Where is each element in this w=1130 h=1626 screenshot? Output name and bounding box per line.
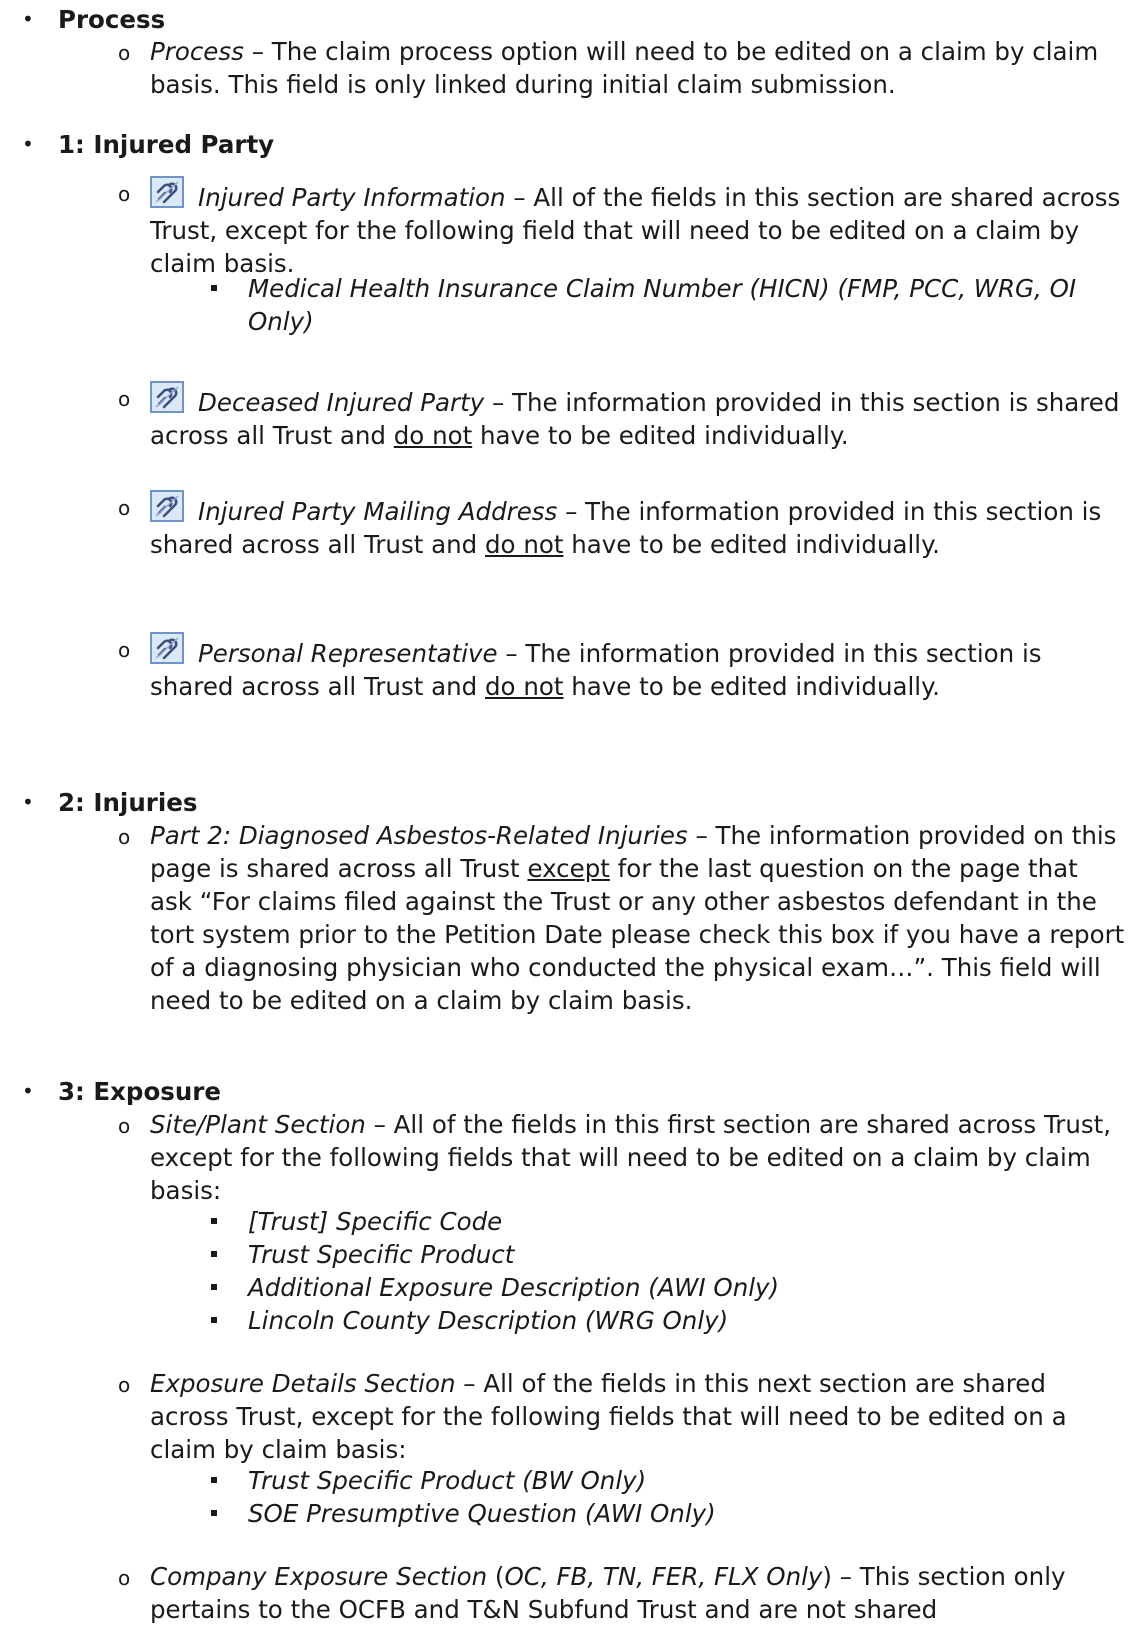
linked-chain-icon xyxy=(150,632,184,664)
list-item: o Deceased Injured Party – The information provided in this section is shared across all Trust and do not have to be edited individually. xyxy=(150,381,1125,452)
item-term: Injured Party Mailing Address xyxy=(198,497,558,526)
section-heading: 3: Exposure xyxy=(58,1077,222,1106)
list-item: o Process – The claim process option will need to be edited on a claim by claim basis. This field is only linked during initial claim submission. xyxy=(118,37,1099,99)
bullet: o xyxy=(118,1373,131,1397)
sub-item xyxy=(248,1497,1108,1530)
sub-item xyxy=(248,272,1108,338)
list-item: o Injured Party Mailing Address – The information provided in this section is shared across all Trust and do not have to be edited individually. xyxy=(150,490,1125,561)
sub-item-text: Lincoln County Description (WRG Only) xyxy=(248,1306,729,1335)
bullet: o xyxy=(118,825,131,849)
sub-item-text: SOE Presumptive Question (AWI Only) xyxy=(248,1499,716,1528)
item-text: The claim process option will need to be edited on a claim by claim basis. This field is only linked during initial claim submission. xyxy=(150,37,1099,99)
bullet: • xyxy=(22,1079,34,1103)
item-term: Part 2: Diagnosed Asbestos-Related Injuries xyxy=(150,821,688,850)
list-item: o Personal Representative – The information provided in this section is shared across all Trust and do not have to be edited individually. xyxy=(150,632,1125,703)
item-term: Company Exposure Section xyxy=(150,1562,488,1591)
linked-chain-icon xyxy=(150,381,184,413)
sub-item-text: Trust Specific Product (BW Only) xyxy=(248,1466,647,1495)
bullet-square xyxy=(211,1218,217,1224)
list-item: o Exposure Details Section – All of the fields in this next section are shared across Trust, except for the following fields that will need to be edited on a claim by claim basis: xyxy=(118,1369,1067,1464)
item-text: All of the fields in this first section are shared across Trust, except for the following fields that will need to be edited on a claim by claim basis: xyxy=(150,1110,1112,1205)
bullet: • xyxy=(22,132,34,156)
bullet-square xyxy=(211,1284,217,1290)
bullet: o xyxy=(118,41,131,65)
list-item: o Part 2: Diagnosed Asbestos-Related Injuries – The information provided on this page is shared across all Trust except for the last question on the page that ask “For claims filed against the Trust or any other asbestos defendant in the tort system prior to the Petition Date please check this box if you have a report of a diagnosing physician who conducted the physical exam…”. This field will need to be edited on a claim by claim basis. xyxy=(118,821,1125,1015)
item-term: Injured Party Information xyxy=(198,183,506,212)
item-term: Deceased Injured Party xyxy=(198,388,485,417)
bullet: o xyxy=(118,1114,131,1138)
linked-chain-icon xyxy=(150,176,184,208)
sub-item-text: Medical Health Insurance Claim Number (HICN) (FMP, PCC, WRG, OI Only) xyxy=(248,274,1077,336)
item-term: Process xyxy=(150,37,244,66)
bullet: o xyxy=(118,387,131,411)
item-text: All of the fields in this section are shared across Trust, except for the following field that will need to be edited on a claim by claim basis. xyxy=(150,183,1121,278)
sub-item-text: [Trust] Specific Code xyxy=(248,1207,503,1236)
sub-item-text: Additional Exposure Description (AWI Only) xyxy=(248,1273,780,1302)
sub-item xyxy=(248,1238,1108,1271)
bullet-square xyxy=(211,1251,217,1257)
section-heading: Process xyxy=(58,5,166,34)
list-item: o Injured Party Information – All of the fields in this section are shared across Trust, except for the following field that will need to be edited on a claim by claim basis. xyxy=(150,176,1125,280)
bullet-square xyxy=(211,1477,217,1483)
bullet: • xyxy=(22,790,34,814)
bullet-square xyxy=(211,1510,217,1516)
sub-item xyxy=(248,1304,1108,1337)
sub-item xyxy=(248,1205,1108,1238)
bullet: o xyxy=(118,638,131,662)
sub-item xyxy=(248,1271,1108,1304)
bullet: o xyxy=(118,182,131,206)
item-term: Exposure Details Section xyxy=(150,1369,456,1398)
sub-item xyxy=(248,1464,1108,1497)
bullet-square xyxy=(211,285,217,291)
item-term: Site/Plant Section xyxy=(150,1110,366,1139)
bullet: • xyxy=(22,7,34,31)
bullet-square xyxy=(211,1317,217,1323)
item-text: This section only pertains to the OCFB and T&N Subfund Trust and are not shared xyxy=(150,1562,1066,1624)
list-item: o Company Exposure Section (OC, FB, TN, FER, FLX Only) – This section only pertains to the OCFB and T&N Subfund Trust and are not shared xyxy=(118,1562,1066,1624)
section-heading: 2: Injuries xyxy=(58,788,198,817)
item-term: Personal Representative xyxy=(198,639,498,668)
bullet: o xyxy=(118,1566,131,1590)
linked-chain-icon xyxy=(150,490,184,522)
section-heading: 1: Injured Party xyxy=(58,130,275,159)
bullet: o xyxy=(118,496,131,520)
sub-item-text: Trust Specific Product xyxy=(248,1240,515,1269)
list-item: o Site/Plant Section – All of the fields in this first section are shared across Trust, except for the following fields that will need to be edited on a claim by claim basis: xyxy=(118,1110,1112,1205)
item-text: All of the fields in this next section are shared across Trust, except for the following fields that will need to be edited on a claim by claim basis: xyxy=(150,1369,1067,1464)
